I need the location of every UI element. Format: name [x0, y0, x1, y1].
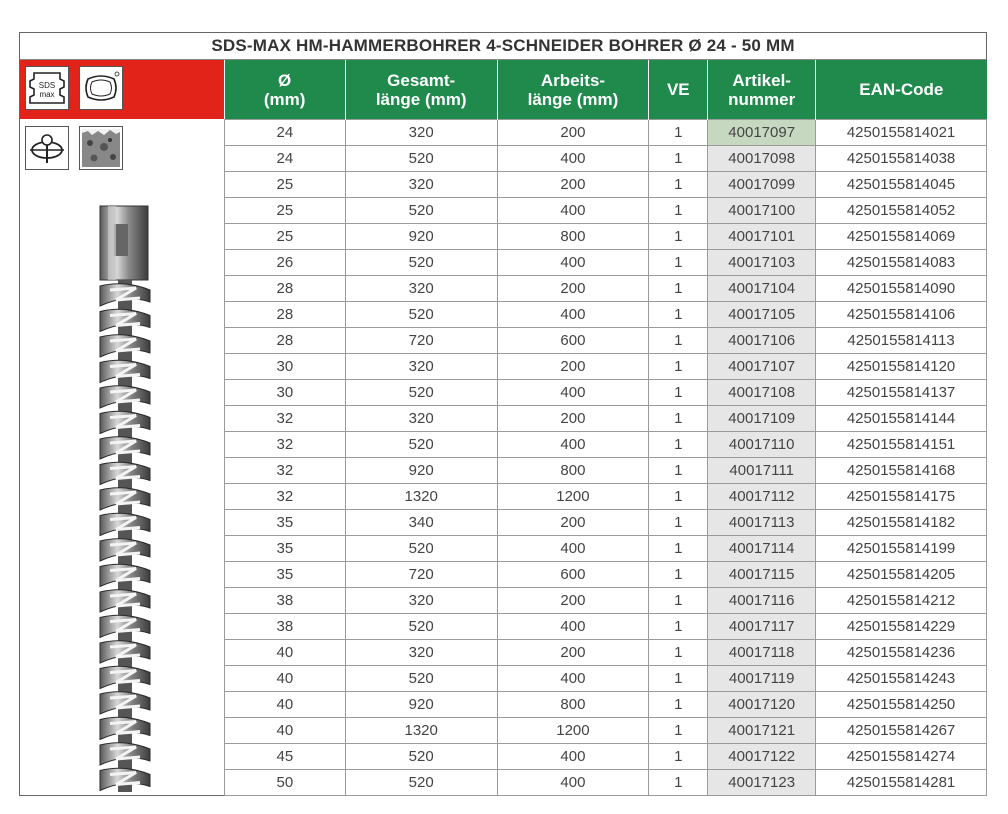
packing-unit-cell: 1	[649, 354, 708, 380]
table-row	[225, 692, 987, 718]
packing-unit-cell: 1	[649, 770, 708, 796]
packing-unit-cell: 1	[649, 146, 708, 172]
article-number-cell: 40017115	[708, 562, 816, 588]
header-total-length	[345, 60, 497, 120]
packing-unit-cell: 1	[649, 198, 708, 224]
diameter-cell: 26	[225, 250, 346, 276]
table-header-row	[225, 60, 987, 120]
diameter-cell: 40	[225, 718, 346, 744]
diameter-cell: 38	[225, 588, 346, 614]
working-length-cell: 200	[497, 276, 649, 302]
total-length-cell: 520	[345, 770, 497, 796]
packing-unit-cell: 1	[649, 510, 708, 536]
table-row	[225, 510, 987, 536]
ean-code-cell: 4250155814205	[816, 562, 987, 588]
table-row	[225, 770, 987, 796]
table-row	[225, 640, 987, 666]
diameter-cell: 32	[225, 484, 346, 510]
working-length-cell: 400	[497, 614, 649, 640]
total-length-cell: 920	[345, 224, 497, 250]
total-length-cell: 920	[345, 692, 497, 718]
working-length-cell: 200	[497, 120, 649, 146]
working-length-cell: 200	[497, 354, 649, 380]
packing-unit-cell: 1	[649, 432, 708, 458]
table-row	[225, 718, 987, 744]
ean-code-cell: 4250155814120	[816, 354, 987, 380]
article-number-cell: 40017109	[708, 406, 816, 432]
article-number-cell: 40017116	[708, 588, 816, 614]
ean-code-cell: 4250155814182	[816, 510, 987, 536]
packing-unit-cell: 1	[649, 562, 708, 588]
article-number-cell: 40017113	[708, 510, 816, 536]
article-number-cell: 40017098	[708, 146, 816, 172]
article-number-cell: 40017103	[708, 250, 816, 276]
ean-code-cell: 4250155814106	[816, 302, 987, 328]
diameter-cell: 50	[225, 770, 346, 796]
table-row	[225, 198, 987, 224]
diameter-cell: 35	[225, 562, 346, 588]
table-row	[225, 588, 987, 614]
article-number-cell: 40017118	[708, 640, 816, 666]
diameter-cell: 28	[225, 302, 346, 328]
header-packing-unit	[649, 60, 708, 120]
packing-unit-cell: 1	[649, 250, 708, 276]
packing-unit-cell: 1	[649, 406, 708, 432]
diameter-cell: 38	[225, 614, 346, 640]
shank-profile-icon	[79, 66, 123, 110]
article-number-cell: 40017119	[708, 666, 816, 692]
ean-code-cell: 4250155814168	[816, 458, 987, 484]
ean-code-cell: 4250155814038	[816, 146, 987, 172]
ean-code-cell: 4250155814267	[816, 718, 987, 744]
header-line: VE	[666, 80, 690, 99]
header-line: Gesamt-	[387, 70, 456, 90]
diameter-cell: 35	[225, 536, 346, 562]
diameter-cell: 30	[225, 380, 346, 406]
working-length-cell: 400	[497, 770, 649, 796]
packing-unit-cell: 1	[649, 484, 708, 510]
article-number-cell: 40017107	[708, 354, 816, 380]
diameter-cell: 28	[225, 276, 346, 302]
article-number-cell: 40017100	[708, 198, 816, 224]
ean-code-cell: 4250155814175	[816, 484, 987, 510]
header-line: Ø	[278, 70, 292, 90]
packing-unit-cell: 1	[649, 172, 708, 198]
table-row	[225, 302, 987, 328]
ean-code-cell: 4250155814021	[816, 120, 987, 146]
working-length-cell: 400	[497, 198, 649, 224]
article-number-cell: 40017111	[708, 458, 816, 484]
packing-unit-cell: 1	[649, 380, 708, 406]
working-length-cell: 800	[497, 458, 649, 484]
header-line: Artikel-	[732, 70, 791, 90]
table-row	[225, 276, 987, 302]
drill-bit-image	[92, 204, 158, 794]
total-length-cell: 520	[345, 614, 497, 640]
header-line: (mm)	[263, 89, 306, 109]
packing-unit-cell: 1	[649, 458, 708, 484]
diameter-cell: 28	[225, 328, 346, 354]
concrete-material-icon	[79, 126, 123, 170]
working-length-cell: 1200	[497, 718, 649, 744]
table-row	[225, 614, 987, 640]
working-length-cell: 800	[497, 692, 649, 718]
table-row	[225, 328, 987, 354]
table-row	[225, 744, 987, 770]
working-length-cell: 200	[497, 172, 649, 198]
total-length-cell: 320	[345, 406, 497, 432]
article-number-cell: 40017106	[708, 328, 816, 354]
ean-code-cell: 4250155814137	[816, 380, 987, 406]
header-ean-code	[816, 60, 987, 120]
working-length-cell: 800	[497, 224, 649, 250]
header-diameter	[225, 60, 346, 120]
total-length-cell: 320	[345, 640, 497, 666]
article-number-cell: 40017099	[708, 172, 816, 198]
ean-code-cell: 4250155814045	[816, 172, 987, 198]
total-length-cell: 320	[345, 354, 497, 380]
packing-unit-cell: 1	[649, 666, 708, 692]
total-length-cell: 320	[345, 276, 497, 302]
packing-unit-cell: 1	[649, 276, 708, 302]
header-line: nummer	[728, 89, 796, 109]
diameter-cell: 32	[225, 406, 346, 432]
packing-unit-cell: 1	[649, 744, 708, 770]
diameter-cell: 25	[225, 198, 346, 224]
ean-code-cell: 4250155814083	[816, 250, 987, 276]
diameter-cell: 30	[225, 354, 346, 380]
total-length-cell: 520	[345, 744, 497, 770]
diameter-cell: 35	[225, 510, 346, 536]
ean-code-cell: 4250155814199	[816, 536, 987, 562]
total-length-cell: 520	[345, 536, 497, 562]
header-line: Arbeits-	[540, 70, 606, 90]
header-working-length	[497, 60, 649, 120]
table-row	[225, 380, 987, 406]
ean-code-cell: 4250155814144	[816, 406, 987, 432]
table-row	[225, 354, 987, 380]
header-line: EAN-Code	[859, 80, 944, 99]
ean-code-cell: 4250155814229	[816, 614, 987, 640]
article-number-cell: 40017097	[708, 120, 816, 146]
ean-code-cell: 4250155814052	[816, 198, 987, 224]
article-number-cell: 40017122	[708, 744, 816, 770]
working-length-cell: 1200	[497, 484, 649, 510]
table-row	[225, 666, 987, 692]
packing-unit-cell: 1	[649, 692, 708, 718]
working-length-cell: 400	[497, 250, 649, 276]
article-number-cell: 40017105	[708, 302, 816, 328]
ean-code-cell: 4250155814069	[816, 224, 987, 250]
packing-unit-cell: 1	[649, 224, 708, 250]
packing-unit-cell: 1	[649, 588, 708, 614]
diameter-cell: 40	[225, 666, 346, 692]
total-length-cell: 1320	[345, 718, 497, 744]
packing-unit-cell: 1	[649, 536, 708, 562]
total-length-cell: 720	[345, 562, 497, 588]
working-length-cell: 400	[497, 302, 649, 328]
sds-max-shank-icon	[25, 66, 69, 110]
ean-code-cell: 4250155814250	[816, 692, 987, 718]
total-length-cell: 920	[345, 458, 497, 484]
header-article-number	[708, 60, 816, 120]
working-length-cell: 400	[497, 744, 649, 770]
working-length-cell: 400	[497, 432, 649, 458]
packing-unit-cell: 1	[649, 120, 708, 146]
total-length-cell: 520	[345, 250, 497, 276]
packing-unit-cell: 1	[649, 614, 708, 640]
diameter-cell: 40	[225, 692, 346, 718]
table-row	[225, 406, 987, 432]
working-length-cell: 200	[497, 406, 649, 432]
working-length-cell: 400	[497, 380, 649, 406]
total-length-cell: 320	[345, 120, 497, 146]
total-length-cell: 340	[345, 510, 497, 536]
total-length-cell: 520	[345, 432, 497, 458]
diameter-cell: 25	[225, 172, 346, 198]
total-length-cell: 520	[345, 302, 497, 328]
ean-code-cell: 4250155814151	[816, 432, 987, 458]
working-length-cell: 200	[497, 640, 649, 666]
header-line: länge (mm)	[375, 89, 467, 109]
table-row	[225, 432, 987, 458]
ean-code-cell: 4250155814212	[816, 588, 987, 614]
ean-code-cell: 4250155814243	[816, 666, 987, 692]
working-length-cell: 400	[497, 666, 649, 692]
total-length-cell: 520	[345, 380, 497, 406]
packing-unit-cell: 1	[649, 302, 708, 328]
total-length-cell: 320	[345, 172, 497, 198]
article-number-cell: 40017112	[708, 484, 816, 510]
working-length-cell: 200	[497, 588, 649, 614]
total-length-cell: 520	[345, 666, 497, 692]
article-number-cell: 40017114	[708, 536, 816, 562]
working-length-cell: 600	[497, 328, 649, 354]
packing-unit-cell: 1	[649, 328, 708, 354]
article-number-cell: 40017123	[708, 770, 816, 796]
sds-label-top: SDS	[38, 81, 56, 90]
table-row	[225, 120, 987, 146]
table-row	[225, 146, 987, 172]
diameter-cell: 24	[225, 146, 346, 172]
working-length-cell: 200	[497, 510, 649, 536]
article-number-cell: 40017101	[708, 224, 816, 250]
ean-code-cell: 4250155814274	[816, 744, 987, 770]
table-row	[225, 250, 987, 276]
working-length-cell: 400	[497, 146, 649, 172]
table-row	[225, 172, 987, 198]
diameter-cell: 32	[225, 432, 346, 458]
ean-code-cell: 4250155814236	[816, 640, 987, 666]
table-row	[225, 224, 987, 250]
ean-code-cell: 4250155814090	[816, 276, 987, 302]
total-length-cell: 720	[345, 328, 497, 354]
working-length-cell: 400	[497, 536, 649, 562]
total-length-cell: 320	[345, 588, 497, 614]
diameter-cell: 40	[225, 640, 346, 666]
packing-unit-cell: 1	[649, 640, 708, 666]
working-length-cell: 600	[497, 562, 649, 588]
article-number-cell: 40017121	[708, 718, 816, 744]
table-row	[225, 458, 987, 484]
product-table	[224, 60, 987, 796]
article-number-cell: 40017108	[708, 380, 816, 406]
table-row	[225, 562, 987, 588]
diameter-cell: 24	[225, 120, 346, 146]
diameter-cell: 45	[225, 744, 346, 770]
article-number-cell: 40017120	[708, 692, 816, 718]
four-cutter-tip-icon	[25, 126, 69, 170]
table-row	[225, 536, 987, 562]
ean-code-cell: 4250155814281	[816, 770, 987, 796]
total-length-cell: 520	[345, 146, 497, 172]
sds-label-bottom: max	[39, 90, 55, 99]
article-number-cell: 40017104	[708, 276, 816, 302]
article-number-cell: 40017110	[708, 432, 816, 458]
ean-code-cell: 4250155814113	[816, 328, 987, 354]
packing-unit-cell: 1	[649, 718, 708, 744]
article-number-cell: 40017117	[708, 614, 816, 640]
header-line: länge (mm)	[527, 89, 619, 109]
diameter-cell: 25	[225, 224, 346, 250]
page-title: SDS-MAX HM-HAMMERBOHRER 4-SCHNEIDER BOHRER Ø 24 - 50 MM	[20, 33, 986, 60]
total-length-cell: 520	[345, 198, 497, 224]
diameter-cell: 32	[225, 458, 346, 484]
total-length-cell: 1320	[345, 484, 497, 510]
table-row	[225, 484, 987, 510]
